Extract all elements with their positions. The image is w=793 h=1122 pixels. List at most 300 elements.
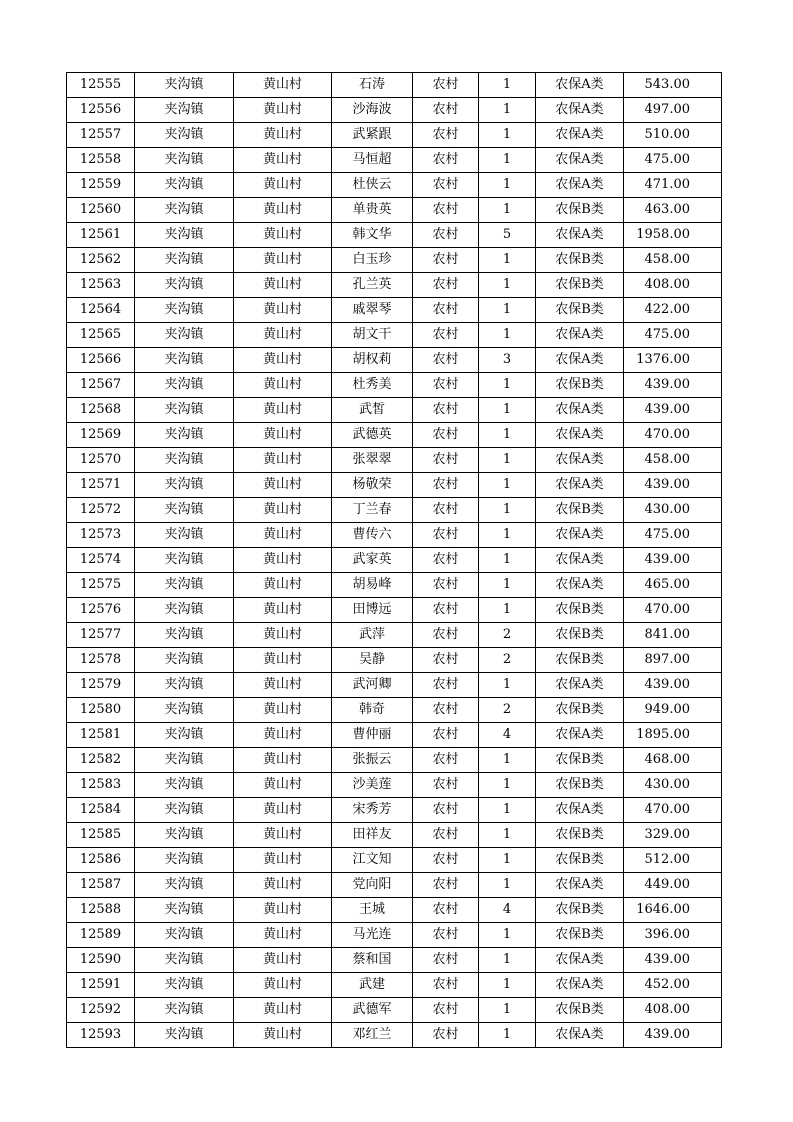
household-type-cell: 农村 (413, 298, 479, 323)
town-cell: 夹沟镇 (135, 548, 234, 573)
record-id-cell: 12587 (67, 873, 135, 898)
record-id-cell: 12569 (67, 423, 135, 448)
household-type-cell: 农村 (413, 148, 479, 173)
record-id-cell: 12577 (67, 623, 135, 648)
record-id-cell: 12561 (67, 223, 135, 248)
insurance-category-cell: 农保A类 (536, 723, 624, 748)
amount-cell: 396.00 (624, 923, 722, 948)
amount-cell: 458.00 (624, 448, 722, 473)
record-id-cell: 12586 (67, 848, 135, 873)
data-table (66, 72, 722, 1048)
person-count-cell: 1 (479, 998, 536, 1023)
village-cell: 黄山村 (234, 923, 332, 948)
name-cell: 武家英 (332, 548, 413, 573)
insurance-category-cell: 农保A类 (536, 448, 624, 473)
village-cell: 黄山村 (234, 848, 332, 873)
household-type-cell: 农村 (413, 473, 479, 498)
insurance-category-cell: 农保B类 (536, 748, 624, 773)
village-cell: 黄山村 (234, 298, 332, 323)
amount-cell: 430.00 (624, 773, 722, 798)
record-id-cell: 12574 (67, 548, 135, 573)
town-cell: 夹沟镇 (135, 873, 234, 898)
village-cell: 黄山村 (234, 748, 332, 773)
record-id-cell: 12583 (67, 773, 135, 798)
name-cell: 武德英 (332, 423, 413, 448)
person-count-cell: 1 (479, 598, 536, 623)
table-row (67, 273, 722, 298)
amount-cell: 439.00 (624, 373, 722, 398)
table-row (67, 448, 722, 473)
amount-cell: 543.00 (624, 73, 722, 98)
village-cell: 黄山村 (234, 798, 332, 823)
village-cell: 黄山村 (234, 623, 332, 648)
amount-cell: 465.00 (624, 573, 722, 598)
amount-cell: 1646.00 (624, 898, 722, 923)
household-type-cell: 农村 (413, 998, 479, 1023)
name-cell: 戚翠琴 (332, 298, 413, 323)
name-cell: 曹仲丽 (332, 723, 413, 748)
village-cell: 黄山村 (234, 898, 332, 923)
village-cell: 黄山村 (234, 773, 332, 798)
household-type-cell: 农村 (413, 648, 479, 673)
name-cell: 单贵英 (332, 198, 413, 223)
name-cell: 丁兰春 (332, 498, 413, 523)
insurance-category-cell: 农保B类 (536, 198, 624, 223)
household-type-cell: 农村 (413, 223, 479, 248)
record-id-cell: 12573 (67, 523, 135, 548)
person-count-cell: 5 (479, 223, 536, 248)
person-count-cell: 1 (479, 173, 536, 198)
town-cell: 夹沟镇 (135, 498, 234, 523)
amount-cell: 439.00 (624, 548, 722, 573)
amount-cell: 470.00 (624, 598, 722, 623)
town-cell: 夹沟镇 (135, 273, 234, 298)
table-row (67, 523, 722, 548)
household-type-cell: 农村 (413, 898, 479, 923)
village-cell: 黄山村 (234, 498, 332, 523)
table-row (67, 223, 722, 248)
village-cell: 黄山村 (234, 1023, 332, 1048)
household-type-cell: 农村 (413, 523, 479, 548)
person-count-cell: 2 (479, 648, 536, 673)
amount-cell: 475.00 (624, 323, 722, 348)
table-row (67, 198, 722, 223)
name-cell: 杜秀美 (332, 373, 413, 398)
table-row (67, 298, 722, 323)
person-count-cell: 1 (479, 973, 536, 998)
amount-cell: 439.00 (624, 473, 722, 498)
household-type-cell: 农村 (413, 598, 479, 623)
record-id-cell: 12593 (67, 1023, 135, 1048)
name-cell: 张振云 (332, 748, 413, 773)
town-cell: 夹沟镇 (135, 823, 234, 848)
table-row (67, 373, 722, 398)
person-count-cell: 1 (479, 948, 536, 973)
table-row (67, 548, 722, 573)
village-cell: 黄山村 (234, 273, 332, 298)
table-row (67, 873, 722, 898)
person-count-cell: 1 (479, 923, 536, 948)
name-cell: 武皙 (332, 398, 413, 423)
household-type-cell: 农村 (413, 848, 479, 873)
person-count-cell: 1 (479, 298, 536, 323)
town-cell: 夹沟镇 (135, 323, 234, 348)
insurance-category-cell: 农保B类 (536, 273, 624, 298)
record-id-cell: 12575 (67, 573, 135, 598)
table-row (67, 898, 722, 923)
household-type-cell: 农村 (413, 798, 479, 823)
person-count-cell: 1 (479, 1023, 536, 1048)
insurance-category-cell: 农保A类 (536, 573, 624, 598)
table-row (67, 723, 722, 748)
amount-cell: 897.00 (624, 648, 722, 673)
village-cell: 黄山村 (234, 698, 332, 723)
town-cell: 夹沟镇 (135, 98, 234, 123)
town-cell: 夹沟镇 (135, 148, 234, 173)
town-cell: 夹沟镇 (135, 773, 234, 798)
record-id-cell: 12563 (67, 273, 135, 298)
town-cell: 夹沟镇 (135, 123, 234, 148)
insurance-category-cell: 农保B类 (536, 298, 624, 323)
town-cell: 夹沟镇 (135, 198, 234, 223)
town-cell: 夹沟镇 (135, 1023, 234, 1048)
insurance-category-cell: 农保A类 (536, 223, 624, 248)
town-cell: 夹沟镇 (135, 248, 234, 273)
town-cell: 夹沟镇 (135, 798, 234, 823)
table-row (67, 623, 722, 648)
name-cell: 张翠翠 (332, 448, 413, 473)
town-cell: 夹沟镇 (135, 173, 234, 198)
table-row (67, 648, 722, 673)
name-cell: 孔兰英 (332, 273, 413, 298)
person-count-cell: 1 (479, 848, 536, 873)
household-type-cell: 农村 (413, 248, 479, 273)
insurance-category-cell: 农保A类 (536, 123, 624, 148)
amount-cell: 452.00 (624, 973, 722, 998)
person-count-cell: 1 (479, 398, 536, 423)
table-row (67, 173, 722, 198)
village-cell: 黄山村 (234, 573, 332, 598)
amount-cell: 475.00 (624, 523, 722, 548)
town-cell: 夹沟镇 (135, 698, 234, 723)
table-row (67, 498, 722, 523)
amount-cell: 463.00 (624, 198, 722, 223)
person-count-cell: 1 (479, 798, 536, 823)
table-row (67, 73, 722, 98)
insurance-category-cell: 农保A类 (536, 673, 624, 698)
name-cell: 田祥友 (332, 823, 413, 848)
household-type-cell: 农村 (413, 98, 479, 123)
village-cell: 黄山村 (234, 673, 332, 698)
record-id-cell: 12556 (67, 98, 135, 123)
table-row (67, 1023, 722, 1048)
town-cell: 夹沟镇 (135, 398, 234, 423)
name-cell: 蔡和国 (332, 948, 413, 973)
name-cell: 吴静 (332, 648, 413, 673)
table-row (67, 923, 722, 948)
record-id-cell: 12579 (67, 673, 135, 698)
amount-cell: 408.00 (624, 998, 722, 1023)
household-type-cell: 农村 (413, 1023, 479, 1048)
insurance-category-cell: 农保A类 (536, 423, 624, 448)
amount-cell: 458.00 (624, 248, 722, 273)
town-cell: 夹沟镇 (135, 748, 234, 773)
name-cell: 沙海波 (332, 98, 413, 123)
record-id-cell: 12591 (67, 973, 135, 998)
household-type-cell: 农村 (413, 823, 479, 848)
insurance-category-cell: 农保B类 (536, 598, 624, 623)
amount-cell: 1895.00 (624, 723, 722, 748)
town-cell: 夹沟镇 (135, 573, 234, 598)
table-row (67, 798, 722, 823)
table-row (67, 348, 722, 373)
record-id-cell: 12567 (67, 373, 135, 398)
table-row (67, 123, 722, 148)
person-count-cell: 1 (479, 473, 536, 498)
village-cell: 黄山村 (234, 448, 332, 473)
person-count-cell: 1 (479, 123, 536, 148)
record-id-cell: 12565 (67, 323, 135, 348)
household-type-cell: 农村 (413, 498, 479, 523)
town-cell: 夹沟镇 (135, 623, 234, 648)
village-cell: 黄山村 (234, 823, 332, 848)
name-cell: 武萍 (332, 623, 413, 648)
town-cell: 夹沟镇 (135, 923, 234, 948)
table-row (67, 323, 722, 348)
insurance-category-cell: 农保B类 (536, 998, 624, 1023)
household-type-cell: 农村 (413, 673, 479, 698)
insurance-category-cell: 农保B类 (536, 498, 624, 523)
village-cell: 黄山村 (234, 998, 332, 1023)
household-type-cell: 农村 (413, 948, 479, 973)
table-row (67, 698, 722, 723)
town-cell: 夹沟镇 (135, 223, 234, 248)
insurance-category-cell: 农保B类 (536, 698, 624, 723)
person-count-cell: 1 (479, 198, 536, 223)
village-cell: 黄山村 (234, 223, 332, 248)
table-body (67, 73, 722, 1048)
amount-cell: 475.00 (624, 148, 722, 173)
person-count-cell: 1 (479, 573, 536, 598)
insurance-category-cell: 农保A类 (536, 548, 624, 573)
household-type-cell: 农村 (413, 198, 479, 223)
insurance-category-cell: 农保A类 (536, 798, 624, 823)
person-count-cell: 1 (479, 148, 536, 173)
name-cell: 宋秀芳 (332, 798, 413, 823)
name-cell: 韩文华 (332, 223, 413, 248)
insurance-category-cell: 农保B类 (536, 923, 624, 948)
record-id-cell: 12588 (67, 898, 135, 923)
household-type-cell: 农村 (413, 423, 479, 448)
record-id-cell: 12584 (67, 798, 135, 823)
name-cell: 胡文干 (332, 323, 413, 348)
table-row (67, 823, 722, 848)
amount-cell: 512.00 (624, 848, 722, 873)
person-count-cell: 1 (479, 273, 536, 298)
person-count-cell: 1 (479, 323, 536, 348)
insurance-category-cell: 农保B类 (536, 823, 624, 848)
record-id-cell: 12580 (67, 698, 135, 723)
amount-cell: 841.00 (624, 623, 722, 648)
name-cell: 田博远 (332, 598, 413, 623)
amount-cell: 430.00 (624, 498, 722, 523)
village-cell: 黄山村 (234, 248, 332, 273)
village-cell: 黄山村 (234, 198, 332, 223)
town-cell: 夹沟镇 (135, 73, 234, 98)
town-cell: 夹沟镇 (135, 648, 234, 673)
person-count-cell: 1 (479, 873, 536, 898)
household-type-cell: 农村 (413, 448, 479, 473)
village-cell: 黄山村 (234, 973, 332, 998)
village-cell: 黄山村 (234, 523, 332, 548)
name-cell: 邓红兰 (332, 1023, 413, 1048)
person-count-cell: 1 (479, 373, 536, 398)
person-count-cell: 1 (479, 98, 536, 123)
village-cell: 黄山村 (234, 323, 332, 348)
household-type-cell: 农村 (413, 373, 479, 398)
amount-cell: 471.00 (624, 173, 722, 198)
name-cell: 白玉珍 (332, 248, 413, 273)
person-count-cell: 1 (479, 523, 536, 548)
name-cell: 马恒超 (332, 148, 413, 173)
record-id-cell: 12558 (67, 148, 135, 173)
amount-cell: 470.00 (624, 423, 722, 448)
table-row (67, 673, 722, 698)
household-type-cell: 农村 (413, 723, 479, 748)
record-id-cell: 12562 (67, 248, 135, 273)
person-count-cell: 4 (479, 898, 536, 923)
record-id-cell: 12589 (67, 923, 135, 948)
household-type-cell: 农村 (413, 323, 479, 348)
amount-cell: 468.00 (624, 748, 722, 773)
amount-cell: 329.00 (624, 823, 722, 848)
record-id-cell: 12585 (67, 823, 135, 848)
village-cell: 黄山村 (234, 123, 332, 148)
record-id-cell: 12560 (67, 198, 135, 223)
person-count-cell: 1 (479, 248, 536, 273)
amount-cell: 510.00 (624, 123, 722, 148)
town-cell: 夹沟镇 (135, 848, 234, 873)
village-cell: 黄山村 (234, 398, 332, 423)
table-row (67, 148, 722, 173)
amount-cell: 439.00 (624, 1023, 722, 1048)
person-count-cell: 1 (479, 548, 536, 573)
insurance-category-cell: 农保A类 (536, 98, 624, 123)
household-type-cell: 农村 (413, 73, 479, 98)
record-id-cell: 12568 (67, 398, 135, 423)
name-cell: 杨敬荣 (332, 473, 413, 498)
town-cell: 夹沟镇 (135, 723, 234, 748)
insurance-category-cell: 农保A类 (536, 148, 624, 173)
household-type-cell: 农村 (413, 348, 479, 373)
record-id-cell: 12582 (67, 748, 135, 773)
town-cell: 夹沟镇 (135, 448, 234, 473)
town-cell: 夹沟镇 (135, 898, 234, 923)
town-cell: 夹沟镇 (135, 598, 234, 623)
village-cell: 黄山村 (234, 98, 332, 123)
household-type-cell: 农村 (413, 748, 479, 773)
table-row (67, 573, 722, 598)
insurance-category-cell: 农保B类 (536, 848, 624, 873)
town-cell: 夹沟镇 (135, 998, 234, 1023)
name-cell: 曹传六 (332, 523, 413, 548)
household-type-cell: 农村 (413, 773, 479, 798)
insurance-category-cell: 农保A类 (536, 873, 624, 898)
amount-cell: 408.00 (624, 273, 722, 298)
name-cell: 胡易峰 (332, 573, 413, 598)
amount-cell: 497.00 (624, 98, 722, 123)
table-row (67, 948, 722, 973)
person-count-cell: 1 (479, 423, 536, 448)
village-cell: 黄山村 (234, 173, 332, 198)
person-count-cell: 1 (479, 748, 536, 773)
record-id-cell: 12581 (67, 723, 135, 748)
person-count-cell: 1 (479, 673, 536, 698)
name-cell: 胡权莉 (332, 348, 413, 373)
insurance-category-cell: 农保A类 (536, 948, 624, 973)
household-type-cell: 农村 (413, 173, 479, 198)
insurance-category-cell: 农保A类 (536, 1023, 624, 1048)
household-type-cell: 农村 (413, 573, 479, 598)
town-cell: 夹沟镇 (135, 948, 234, 973)
household-type-cell: 农村 (413, 623, 479, 648)
amount-cell: 1376.00 (624, 348, 722, 373)
town-cell: 夹沟镇 (135, 423, 234, 448)
table-row (67, 848, 722, 873)
village-cell: 黄山村 (234, 348, 332, 373)
village-cell: 黄山村 (234, 473, 332, 498)
insurance-category-cell: 农保A类 (536, 473, 624, 498)
table-row (67, 248, 722, 273)
person-count-cell: 1 (479, 498, 536, 523)
person-count-cell: 2 (479, 623, 536, 648)
table-row (67, 398, 722, 423)
name-cell: 江文知 (332, 848, 413, 873)
amount-cell: 949.00 (624, 698, 722, 723)
record-id-cell: 12566 (67, 348, 135, 373)
household-type-cell: 农村 (413, 123, 479, 148)
insurance-category-cell: 农保A类 (536, 73, 624, 98)
insurance-category-cell: 农保B类 (536, 623, 624, 648)
name-cell: 武建 (332, 973, 413, 998)
household-type-cell: 农村 (413, 548, 479, 573)
table-row (67, 748, 722, 773)
insurance-category-cell: 农保B类 (536, 898, 624, 923)
insurance-category-cell: 农保A类 (536, 523, 624, 548)
village-cell: 黄山村 (234, 648, 332, 673)
insurance-category-cell: 农保B类 (536, 373, 624, 398)
town-cell: 夹沟镇 (135, 298, 234, 323)
household-type-cell: 农村 (413, 273, 479, 298)
amount-cell: 439.00 (624, 398, 722, 423)
village-cell: 黄山村 (234, 423, 332, 448)
household-type-cell: 农村 (413, 923, 479, 948)
town-cell: 夹沟镇 (135, 473, 234, 498)
insurance-category-cell: 农保B类 (536, 648, 624, 673)
insurance-category-cell: 农保A类 (536, 323, 624, 348)
amount-cell: 470.00 (624, 798, 722, 823)
village-cell: 黄山村 (234, 373, 332, 398)
record-id-cell: 12578 (67, 648, 135, 673)
name-cell: 武河卿 (332, 673, 413, 698)
town-cell: 夹沟镇 (135, 973, 234, 998)
village-cell: 黄山村 (234, 873, 332, 898)
town-cell: 夹沟镇 (135, 523, 234, 548)
table-row (67, 473, 722, 498)
person-count-cell: 4 (479, 723, 536, 748)
person-count-cell: 2 (479, 698, 536, 723)
town-cell: 夹沟镇 (135, 673, 234, 698)
